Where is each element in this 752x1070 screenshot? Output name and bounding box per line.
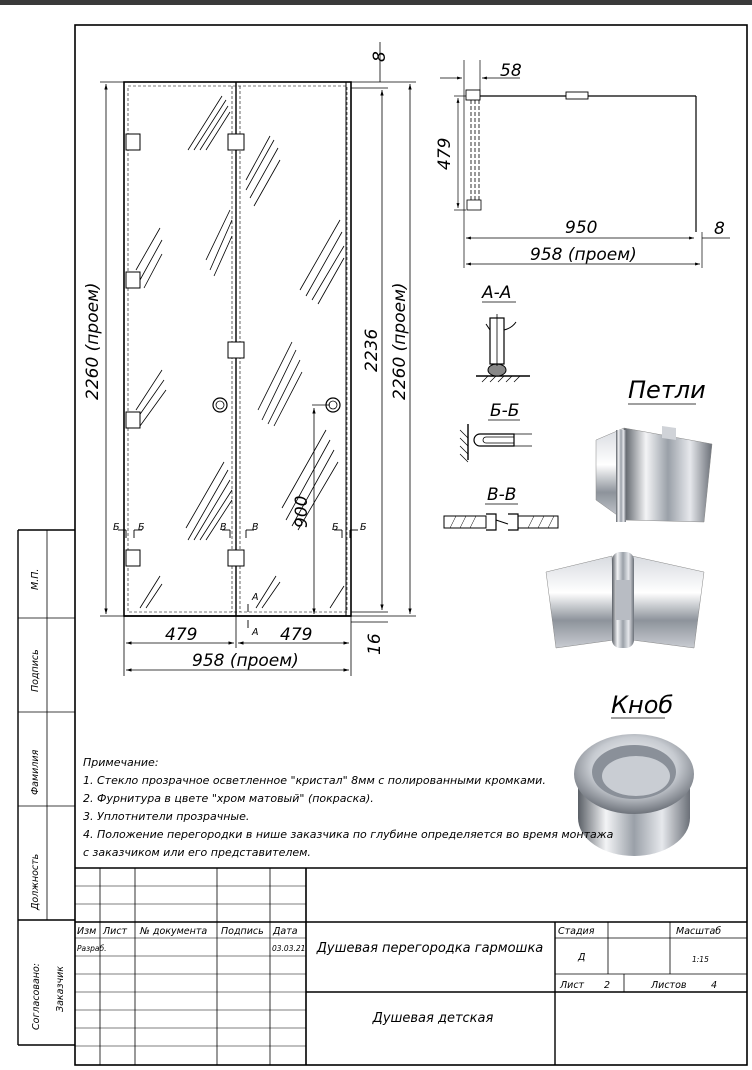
section-mark-b2: Б (138, 522, 145, 533)
tb-scale-label: Масштаб (676, 926, 722, 937)
dim-bottom-gap: 16 (365, 633, 385, 655)
dim-plan-offset: 58 (500, 61, 522, 81)
hinges-label: Петли (628, 376, 706, 404)
dim-plan-depth: 479 (435, 137, 455, 170)
tb-developer-label: Разраб. (77, 944, 107, 953)
dim-left-height: 2260 (проем) (83, 282, 103, 400)
tb-scale-value: 1:15 (692, 955, 709, 964)
knob-left (213, 398, 227, 412)
tb-date-value: 03.03.21 (272, 944, 306, 953)
tb-sheets-value: 4 (711, 980, 718, 991)
section-mark-v1: В (220, 522, 227, 533)
dim-panel-right: 479 (280, 625, 313, 645)
title-block-grid (75, 868, 747, 1065)
dim-knob-height: 900 (292, 495, 312, 528)
tb-header-izm: Изм (77, 926, 97, 937)
note-line-2: 2. Фурнитура в цвете "хром матовый" (покраска). (83, 792, 374, 805)
tb-header-date: Дата (273, 926, 298, 937)
hinge-markers (126, 134, 244, 566)
tb-stage-label: Стадия (558, 926, 595, 937)
note-line-4: 4. Положение перегородки в нише заказчика по глубине определяется во время монтажа (83, 828, 614, 841)
tb-subtitle: Душевая детская (372, 1011, 494, 1026)
tb-header-signature: Подпись (221, 926, 264, 937)
section-mark-a2: А (252, 627, 259, 638)
section-b-drawing (460, 424, 532, 462)
side-stamp (18, 530, 75, 1045)
stamp-position: Должность (30, 853, 41, 910)
stamp-customer: Заказчик (55, 965, 66, 1012)
note-line-5: с заказчиком или его представителем. (83, 846, 311, 859)
dim-plan-opening: 958 (проем) (530, 245, 637, 265)
tb-sheet-value: 2 (604, 980, 611, 991)
note-line-1: 1. Стекло прозрачное осветленное "кристал" 8мм с полированными кромками. (83, 774, 546, 787)
sheet-frame (75, 25, 747, 1065)
section-mark-b3: Б (332, 522, 339, 533)
dim-plan-end-gap: 8 (714, 219, 725, 239)
tb-header-list: Лист (103, 926, 128, 937)
front-view (118, 82, 358, 628)
stamp-signature: Подпись (30, 649, 41, 692)
tb-stage-value: Д (578, 952, 586, 963)
section-mark-a1: А (252, 592, 259, 603)
section-v-drawing (444, 514, 558, 530)
dim-right-inner: 2236 (362, 328, 382, 372)
section-v-label: В-В (487, 485, 517, 505)
knob-label: Кноб (611, 691, 674, 719)
tb-title: Душевая перегородка гармошка (316, 941, 544, 956)
stamp-agreed: Согласовано: (31, 962, 42, 1030)
tb-sheet-label: Лист (560, 980, 585, 991)
dim-top-gap: 8 (370, 51, 390, 62)
hinge-photo-2 (546, 552, 704, 648)
section-mark-b4: Б (360, 522, 367, 533)
section-a-label: А-А (482, 283, 512, 303)
tb-header-doc-no: № документа (140, 926, 208, 937)
dim-bottom-total: 958 (проем) (192, 651, 299, 671)
section-a-drawing (476, 314, 530, 382)
hinge-photo-1 (596, 426, 712, 522)
stamp-mp: М.П. (30, 568, 41, 590)
note-line-3: 3. Уплотнители прозрачные. (83, 810, 250, 823)
tb-sheets-label: Листов (651, 980, 687, 991)
dim-panel-left: 479 (165, 625, 198, 645)
dim-right-outer: 2260 (проем) (390, 282, 410, 400)
section-b-label: Б-Б (490, 401, 520, 421)
dim-plan-width: 950 (565, 218, 598, 238)
section-mark-b1: Б (113, 522, 120, 533)
stamp-surname: Фамилия (30, 749, 41, 795)
section-mark-v2: В (252, 522, 259, 533)
notes-heading: Примечание: (83, 756, 159, 769)
